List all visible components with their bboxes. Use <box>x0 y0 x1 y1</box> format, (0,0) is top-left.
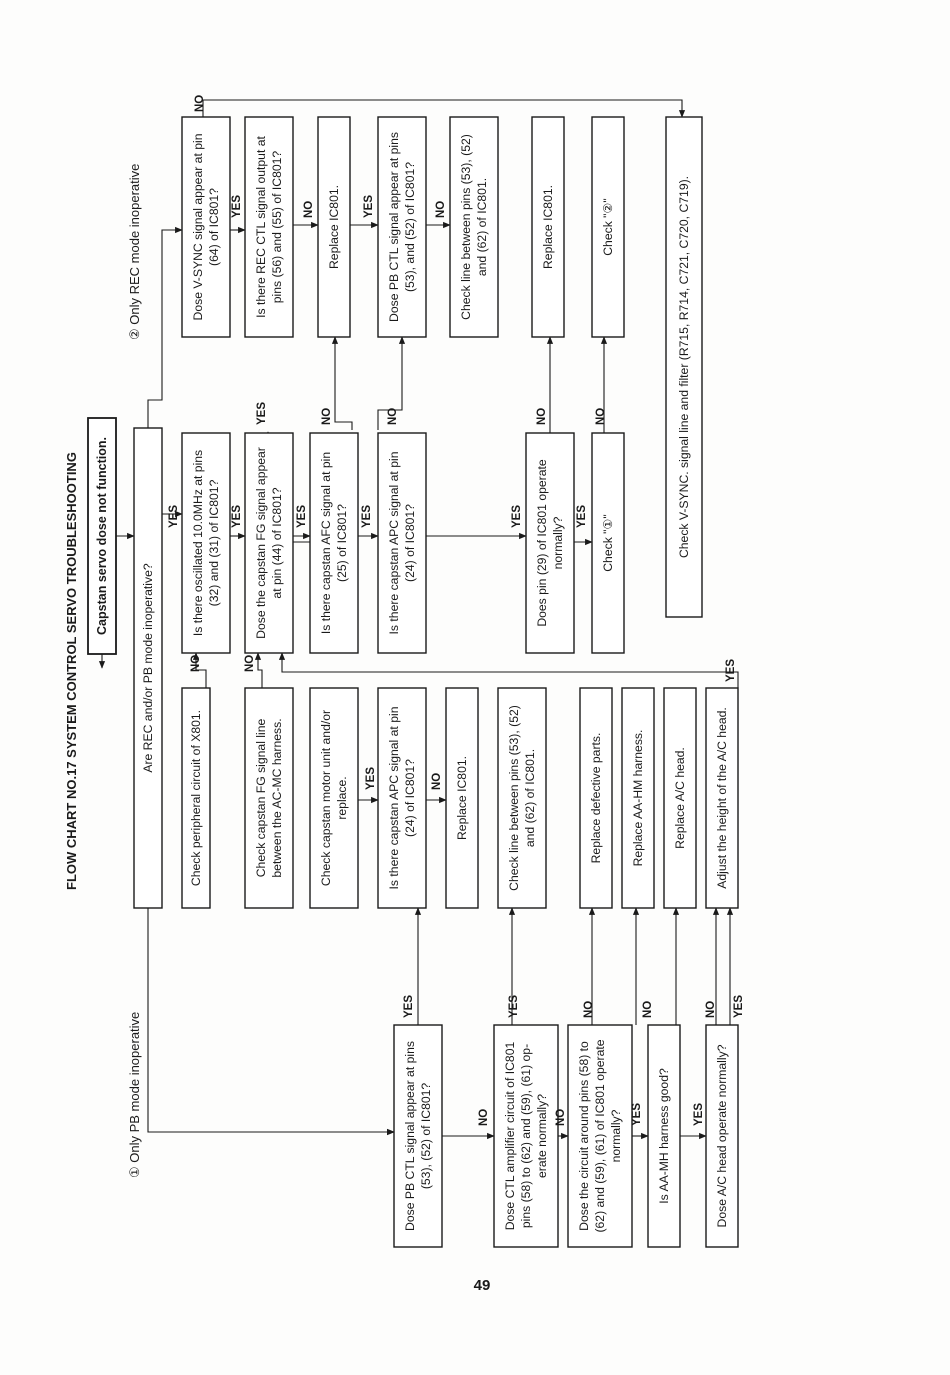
flow-label-no: NO <box>303 200 315 218</box>
flow-box-text: Check capstan FG signal line <box>254 718 268 878</box>
flow-box-text: Check "②" <box>601 198 615 256</box>
flow-box-osc <box>182 433 230 653</box>
flow-label-no: NO <box>555 1108 567 1126</box>
flow-label-no: NO <box>705 1000 717 1018</box>
flow-label-no: NO <box>435 200 447 218</box>
flow-box-afc <box>310 433 358 653</box>
flow-label-yes: YES <box>231 194 243 218</box>
flow-box-check2 <box>592 117 624 337</box>
flow-box-text: (24) of IC801? <box>403 759 417 837</box>
flow-label-no: NO <box>190 654 202 672</box>
flow-box-text: erate normally? <box>535 1094 549 1178</box>
flow-box-apc-left <box>378 688 426 908</box>
chart-heading: FLOW CHART NO.17 SYSTEM CONTROL SERVO TROUBLESHOOTING <box>64 452 79 890</box>
flow-box-text: Replace IC801. <box>327 184 341 270</box>
flow-label-yes: YES <box>363 194 375 218</box>
flow-box-text: (53), and (52) of IC801? <box>403 161 417 293</box>
flow-label-yes: YES <box>631 1102 643 1126</box>
flow-box-ctlamp <box>494 1025 558 1247</box>
flow-box-text: Adjust the height of the A/C head. <box>715 707 729 889</box>
flow-label-yes: YES <box>403 994 415 1018</box>
flow-box-aahm <box>622 688 654 908</box>
flow-arrow <box>335 337 352 430</box>
page-number: 49 <box>473 1277 491 1294</box>
flow-box-text: Replace defective parts. <box>589 732 603 864</box>
flow-box-text: Is there REC CTL signal output at <box>254 136 268 318</box>
flow-arrow <box>258 653 262 688</box>
flow-box-ac-head <box>664 688 696 908</box>
flow-box-replace-r1 <box>318 117 350 337</box>
flow-box-around <box>568 1025 632 1247</box>
flow-box-text: (53), (52) of IC801? <box>419 1082 433 1190</box>
flow-box-vsync <box>182 117 230 337</box>
flow-box-text: Dose the circuit around pins (58) to <box>577 1041 591 1231</box>
flow-arrow <box>203 100 682 117</box>
flow-box-text: (32) and (31) of IC801? <box>207 479 221 607</box>
flow-box-text: Dose the capstan FG signal appear <box>254 447 268 639</box>
flow-box-fg-line <box>245 688 293 908</box>
flow-box-text: pins (58) to (62) and (59), (61) op- <box>519 1043 533 1229</box>
flow-arrow <box>148 230 182 428</box>
flow-box-motor <box>310 688 358 908</box>
flow-box-text: Dose V-SYNC signal appear at pin <box>191 133 205 321</box>
flow-label-no: NO <box>642 1000 654 1018</box>
flow-label-no: NO <box>431 772 443 790</box>
flow-box-text: pins (56) and (55) of IC801? <box>270 150 284 304</box>
flow-box-text: Replace AA-HM harness. <box>631 729 645 867</box>
flow-box-text: Check line between pins (53), (52) <box>507 705 521 891</box>
flow-label-yes: YES <box>733 994 745 1018</box>
flow-box-text: between the AC-MC harness. <box>270 718 284 878</box>
flow-label-yes: YES <box>231 504 243 528</box>
flow-box-text: and (62) of IC801. <box>523 748 537 848</box>
flow-box-recctl <box>245 117 293 337</box>
flow-box-replace-r2 <box>532 117 564 337</box>
flow-box-harness <box>648 1025 680 1247</box>
flow-box-text: Is there oscillated 10.0MHz at pins <box>191 449 205 637</box>
flow-label-no: NO <box>387 407 399 425</box>
flow-label-yes: YES <box>508 994 520 1018</box>
flow-box-text: Is there capstan AFC signal at pin <box>319 451 333 635</box>
flow-box-text: replace. <box>335 776 349 820</box>
flow-label-yes: YES <box>361 504 373 528</box>
flow-box-text: Check "①" <box>601 514 615 572</box>
flow-box-pbctl-l <box>394 1025 442 1247</box>
flow-box-vsync-line <box>666 117 702 617</box>
flow-label-yes: YES <box>693 1102 705 1126</box>
flow-label-yes: YES <box>576 504 588 528</box>
flow-box-checkline-r <box>450 117 498 337</box>
flow-box-text: normally? <box>609 1109 623 1163</box>
flow-box-fg <box>245 433 293 653</box>
flow-box-text: Check line between pins (53), (52) <box>459 134 473 320</box>
flow-label-no: NO <box>478 1108 490 1126</box>
flow-box-apc-mid <box>378 433 426 653</box>
flow-box-text: Check V-SYNC. signal line and filter (R715, R714, C721, C720, C719). <box>677 175 691 559</box>
flow-box-text: Check capstan motor unit and/or <box>319 709 333 887</box>
flow-label-yes: YES <box>256 401 268 425</box>
flow-box-text: Replace IC801. <box>455 755 469 841</box>
flow-box-text: Replace A/C head. <box>673 747 687 849</box>
flow-label-yes: YES <box>725 658 737 682</box>
section-rec-only: ② Only REC mode inoperative <box>127 163 142 340</box>
flow-box-pin29 <box>526 433 574 653</box>
flow-box-text: Is there capstan APC signal at pin <box>387 706 401 890</box>
flow-box-check1 <box>592 433 624 653</box>
flow-box-text: (64) of IC801? <box>207 188 221 266</box>
flow-label-yes: YES <box>296 504 308 528</box>
flow-box-text: Are REC and/or PB mode inoperative? <box>141 563 155 773</box>
flow-box-text: Dose CTL amplifier circuit of IC801 <box>503 1041 517 1231</box>
flow-box-text: Check peripheral circuit of X801. <box>189 709 203 887</box>
flow-box-text: Is AA-MH harness good? <box>657 1068 671 1204</box>
flow-box-text: Dose PB CTL signal appear at pins <box>387 132 401 322</box>
flow-box-replace-l <box>446 688 478 908</box>
flow-box-pbctl-r <box>378 117 426 337</box>
flow-label-yes: YES <box>168 504 180 528</box>
flow-box-text: Dose PB CTL signal appear at pins <box>403 1041 417 1231</box>
flow-box-text: and (62) of IC801. <box>475 177 489 277</box>
flow-box-text: Is there capstan APC signal at pin <box>387 451 401 635</box>
flow-box-text: (25) of IC801? <box>335 504 349 582</box>
flow-box-start <box>88 418 116 654</box>
flow-box-achead <box>706 1025 738 1247</box>
flow-label-yes: YES <box>365 766 377 790</box>
flow-label-no: NO <box>595 407 607 425</box>
flow-label-no: NO <box>244 654 256 672</box>
flow-arrow <box>282 653 738 688</box>
flow-box-rec-pb <box>134 428 162 908</box>
flow-box-adjust <box>706 688 738 908</box>
flow-arrow <box>148 908 394 1132</box>
flow-box-defective <box>580 688 612 908</box>
flow-label-no: NO <box>583 1000 595 1018</box>
flow-box-text: normally? <box>551 516 565 570</box>
flow-box-text: (24) of IC801? <box>403 504 417 582</box>
flow-label-no: NO <box>536 407 548 425</box>
flow-box-x801 <box>182 688 210 908</box>
flow-box-text: Does pin (29) of IC801 operate <box>535 459 549 627</box>
flow-label-yes: YES <box>511 504 523 528</box>
flow-box-text: Dose A/C head operate normally? <box>715 1044 729 1228</box>
flow-box-checkline-l <box>498 688 546 908</box>
flow-box-text: at pin (44) of IC801? <box>270 487 284 599</box>
flow-label-no: NO <box>194 94 206 112</box>
flow-label-no: NO <box>321 407 333 425</box>
section-pb-only: ① Only PB mode inoperative <box>127 1011 142 1178</box>
flow-box-text: Capstan servo dose not function. <box>95 437 109 635</box>
flow-box-text: (62) and (59), (61) of IC801 operate <box>593 1039 607 1233</box>
flow-box-text: Replace IC801. <box>541 184 555 270</box>
